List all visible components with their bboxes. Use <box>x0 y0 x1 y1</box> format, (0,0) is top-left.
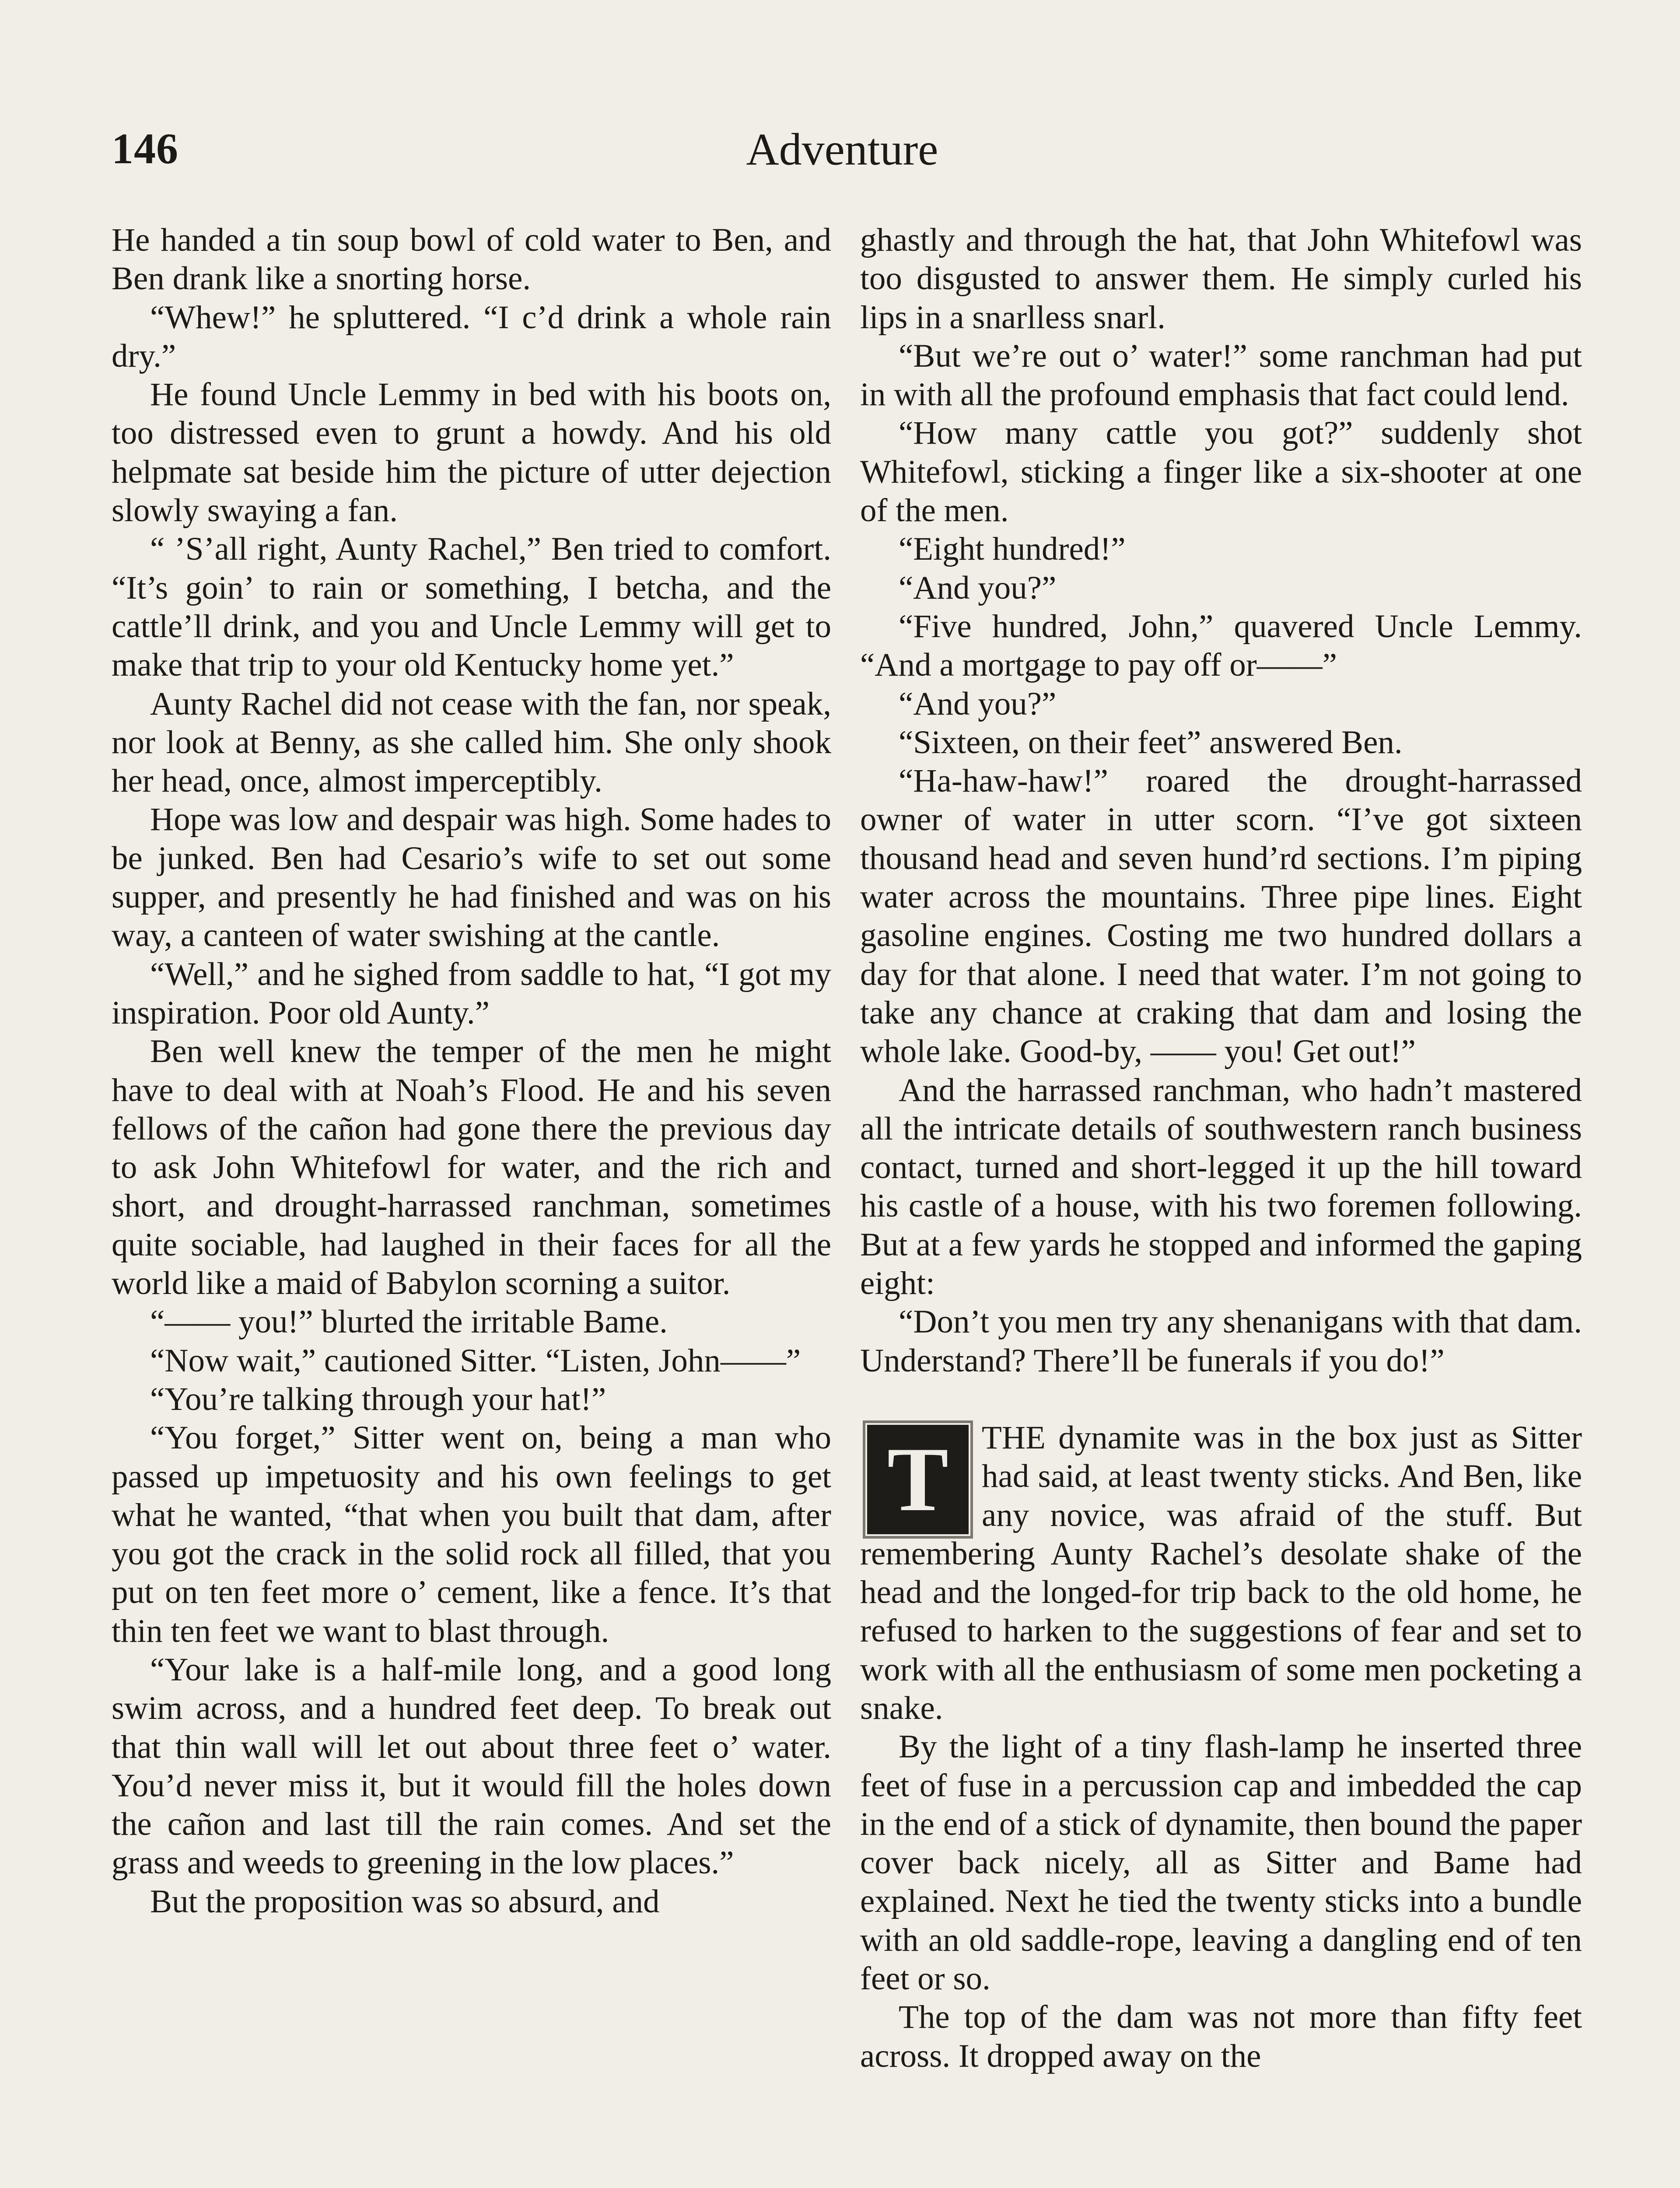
paragraph: “And you?” <box>899 569 1057 606</box>
paragraph: “Don’t you men try any shenanigans with that dam. Understand? There’ll be funerals if you do!” <box>860 1304 1582 1379</box>
paragraph: “—— you!” blurted the irritable Bame. <box>150 1304 668 1340</box>
paragraph: The top of the dam was not more than fifty feet across. It dropped away on the <box>860 1999 1582 2074</box>
paragraph: “But we’re out o’ water!” some ranchman had put in with all the profound emphasis that fact could lend. <box>860 337 1582 413</box>
paragraph: “Well,” and he sighed from saddle to hat, “I got my inspiration. Poor old Aunty.” <box>112 956 831 1031</box>
paragraph: “You forget,” Sitter went on, being a man who passed up impetuosity and his own feelings to get what he wanted, “that when you built that dam, after you got the crack in the solid rock all filled, that you put on ten feet more o’ cement, like a fence. It’s that thin ten feet we want to blast through. <box>112 1420 831 1649</box>
paragraph: “You’re talking through your hat!” <box>150 1381 606 1417</box>
paragraph: Hope was low and despair was high. Some hades to be junked. Ben had Cesario’s wife to set out some supper, and presently he had finished and was on his way, a canteen of water swishing at the cantle. <box>112 801 831 954</box>
paragraph: He handed a tin soup bowl of cold water to Ben, and Ben drank like a snorting horse. <box>112 222 831 297</box>
page-number: 146 <box>112 124 178 173</box>
section-break <box>860 1380 1582 1419</box>
paragraph: “Your lake is a half-mile long, and a good long swim across, and a hundred feet deep. To break out that thin wall will let out about three feet o’ water. You’d never miss it, but it would fill the holes down the cañon and last till the rain comes. And set the grass and weeds to greening in the low places.” <box>112 1651 831 1881</box>
paragraph: Ben well knew the temper of the men he might have to deal with at Noah’s Flood. He and his seven fellows of the cañon had gone there the previous day to ask John Whitefowl for water, and the rich and short, and drought-harrassed ranchman, sometimes quite sociable, had laughed in their faces for all the world like a maid of Babylon scorning a suitor. <box>112 1033 831 1302</box>
paragraph: But the proposition was so absurd, and <box>150 1883 660 1920</box>
paragraph: Aunty Rachel did not cease with the fan, nor speak, nor look at Benny, as she called him. She only shook her head, once, almost imperceptibly. <box>112 685 831 799</box>
right-column <box>860 221 1582 2076</box>
page-header <box>112 123 1573 185</box>
left-column <box>112 221 831 1921</box>
paragraph: “ ’S’all right, Aunty Rachel,” Ben tried to comfort. “It’s goin’ to rain or something, I betcha, and the cattle’ll drink, and you and Uncle Lemmy will get to make that trip to your old Kentucky home yet.” <box>112 531 831 684</box>
paragraph: “Five hundred, John,” quavered Uncle Lemmy. “And a mortgage to pay off or——” <box>860 608 1582 684</box>
paragraph: “Ha-haw-haw!” roared the drought-harrassed owner of water in utter scorn. “I’ve got sixteen thousand head and seven hund’rd sections. I’m piping water across the mountains. Three pipe lines. Eight gasoline engines. Costing me two hundred dollars a day for that alone. I need that water. I’m not going to take any chance at craking that dam and losing the whole lake. Good-by, —— you! Get out!” <box>860 763 1582 1070</box>
drop-cap-ornament: T <box>867 1425 969 1534</box>
paragraph: And the harrassed ranchman, who hadn’t mastered all the intricate details of southwestern ranch business contact, turned and short-legged it up the hill toward his castle of a house, with his two foremen following. But at a few yards he stopped and informed the gaping eight: <box>860 1072 1582 1302</box>
paragraph: ghastly and through the hat, that John Whitefowl was too disgusted to answer them. He simply curled his lips in a snarlless snarl. <box>860 222 1582 336</box>
paragraph: “Whew!” he spluttered. “I c’d drink a whole rain dry.” <box>112 299 831 374</box>
running-title: Adventure <box>746 124 938 175</box>
paragraph: “Now wait,” cautioned Sitter. “Listen, John——” <box>150 1342 801 1379</box>
paragraph: By the light of a tiny flash-lamp he inserted three feet of fuse in a percussion cap and imbedded the cap in the end of a stick of dynamite, then bound the paper cover back nicely, all as Sitter and Bame had explained. Next he tied the twenty sticks into a bundle with an old saddle-rope, leaving a dangling end of ten feet or so. <box>860 1729 1582 1997</box>
paragraph: “How many cattle you got?” suddenly shot Whitefowl, sticking a finger like a six-shooter at one of the men. <box>860 415 1582 529</box>
paragraph-text: THE dynamite was in the box just as Sitter had said, at least twenty sticks. And Ben, like any novice, was afraid of the stuff. But remembering Aunty Rachel’s desolate shake of the head and the longed-for trip back to the old home, he refused to harken to the suggestions of fear and set to work with all the enthusiasm of some men pocketing a snake. <box>860 1419 1582 1726</box>
paragraph: “And you?” <box>899 685 1057 722</box>
paragraph: “Sixteen, on their feet” answered Ben. <box>899 724 1403 761</box>
paragraph: “Eight hundred!” <box>899 531 1126 568</box>
paragraph: He found Uncle Lemmy in bed with his boots on, too distressed even to grunt a howdy. And his old helpmate sat beside him the picture of utter dejection slowly swaying a fan. <box>112 376 831 529</box>
paragraph <box>860 1419 1582 1728</box>
